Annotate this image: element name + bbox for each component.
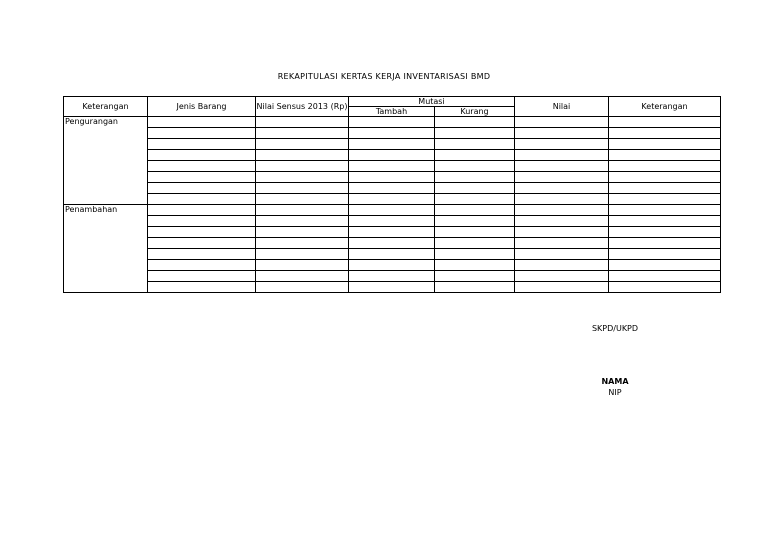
table-cell: [256, 271, 349, 282]
table-cell: [256, 139, 349, 150]
table-cell: [435, 161, 515, 172]
table-row: [64, 117, 721, 128]
section-label: Pengurangan: [64, 117, 148, 205]
table-cell: [435, 260, 515, 271]
table-cell: [515, 227, 609, 238]
table-cell: [349, 249, 435, 260]
table-cell: [148, 161, 256, 172]
table-row: [64, 271, 721, 282]
header-kurang: Kurang: [435, 107, 515, 117]
table-cell: [609, 161, 721, 172]
header-keterangan: Keterangan: [64, 97, 148, 117]
header-jenis-barang: Jenis Barang: [148, 97, 256, 117]
table-cell: [609, 128, 721, 139]
table-row: [64, 172, 721, 183]
table-row: [64, 128, 721, 139]
table-cell: [609, 216, 721, 227]
table-cell: [349, 227, 435, 238]
table-cell: [515, 150, 609, 161]
table-row: [64, 260, 721, 271]
table-cell: [349, 238, 435, 249]
table-cell: [515, 139, 609, 150]
table-cell: [148, 183, 256, 194]
table-cell: [148, 249, 256, 260]
table-cell: [435, 139, 515, 150]
table-cell: [349, 205, 435, 216]
table-cell: [256, 183, 349, 194]
table-body: [64, 117, 721, 293]
table-row: [64, 205, 721, 216]
header-tambah: Tambah: [349, 107, 435, 117]
table-cell: [256, 249, 349, 260]
table-cell: [148, 238, 256, 249]
table-cell: [609, 117, 721, 128]
table-cell: [515, 128, 609, 139]
table-cell: [435, 216, 515, 227]
table-row: [64, 238, 721, 249]
table-cell: [349, 282, 435, 293]
table-cell: [435, 150, 515, 161]
table-cell: [515, 260, 609, 271]
header-mutasi: Mutasi: [349, 97, 515, 107]
table-cell: [148, 117, 256, 128]
table-cell: [349, 271, 435, 282]
table-cell: [515, 216, 609, 227]
table-cell: [609, 172, 721, 183]
table-cell: [256, 216, 349, 227]
table-row: [64, 139, 721, 150]
table-cell: [609, 183, 721, 194]
table-cell: [609, 227, 721, 238]
table-cell: [148, 205, 256, 216]
table-cell: [349, 194, 435, 205]
table-cell: [256, 238, 349, 249]
table-cell: [609, 271, 721, 282]
table-cell: [609, 139, 721, 150]
table-cell: [256, 150, 349, 161]
table-cell: [148, 128, 256, 139]
table-row: [64, 150, 721, 161]
table-cell: [609, 282, 721, 293]
table-cell: [256, 161, 349, 172]
table-cell: [435, 271, 515, 282]
table-cell: [515, 194, 609, 205]
table-cell: [349, 161, 435, 172]
table-cell: [609, 238, 721, 249]
signature-nip: NIP: [608, 388, 622, 397]
header-nilai: Nilai: [515, 97, 609, 117]
table-row: [64, 183, 721, 194]
table-cell: [148, 260, 256, 271]
table-cell: [256, 128, 349, 139]
table-cell: [435, 194, 515, 205]
table-row: [64, 282, 721, 293]
table-cell: [148, 282, 256, 293]
table-cell: [609, 260, 721, 271]
table-row: [64, 194, 721, 205]
table-cell: [148, 139, 256, 150]
table-cell: [435, 183, 515, 194]
table-cell: [256, 205, 349, 216]
table-cell: [148, 271, 256, 282]
table-cell: [148, 150, 256, 161]
signature-name: NAMA: [601, 377, 629, 386]
table-cell: [349, 128, 435, 139]
table-cell: [515, 172, 609, 183]
header-keterangan-2: Keterangan: [609, 97, 721, 117]
table-cell: [515, 282, 609, 293]
table-cell: [256, 282, 349, 293]
table-cell: [609, 205, 721, 216]
table-cell: [435, 238, 515, 249]
table-cell: [349, 216, 435, 227]
table-cell: [256, 194, 349, 205]
table-cell: [148, 172, 256, 183]
table-cell: [515, 271, 609, 282]
recap-table: [63, 96, 721, 293]
table-cell: [256, 260, 349, 271]
table-row: [64, 227, 721, 238]
table-cell: [349, 139, 435, 150]
table-cell: [515, 183, 609, 194]
table-cell: [349, 260, 435, 271]
table-row: [64, 216, 721, 227]
table-cell: [349, 183, 435, 194]
table-cell: [435, 117, 515, 128]
table-cell: [609, 194, 721, 205]
table-cell: [148, 216, 256, 227]
table-cell: [515, 249, 609, 260]
table-cell: [435, 249, 515, 260]
table-cell: [256, 117, 349, 128]
section-label: Penambahan: [64, 205, 148, 293]
table-cell: [148, 194, 256, 205]
table-cell: [435, 205, 515, 216]
table-cell: [148, 227, 256, 238]
table-cell: [256, 172, 349, 183]
table-cell: [515, 161, 609, 172]
table-cell: [515, 205, 609, 216]
table-row: [64, 249, 721, 260]
document-title: REKAPITULASI KERTAS KERJA INVENTARISASI BMD: [277, 72, 491, 81]
table-cell: [256, 227, 349, 238]
table-cell: [435, 128, 515, 139]
header-nilai-sensus: Nilai Sensus 2013 (Rp): [256, 97, 349, 117]
table-cell: [349, 117, 435, 128]
signature-unit: SKPD/UKPD: [591, 324, 639, 333]
table-cell: [349, 150, 435, 161]
table-cell: [435, 172, 515, 183]
table-cell: [435, 282, 515, 293]
table-cell: [609, 150, 721, 161]
table-cell: [515, 238, 609, 249]
table-cell: [609, 249, 721, 260]
table-row: [64, 161, 721, 172]
table-cell: [349, 172, 435, 183]
table-cell: [515, 117, 609, 128]
table-cell: [435, 227, 515, 238]
